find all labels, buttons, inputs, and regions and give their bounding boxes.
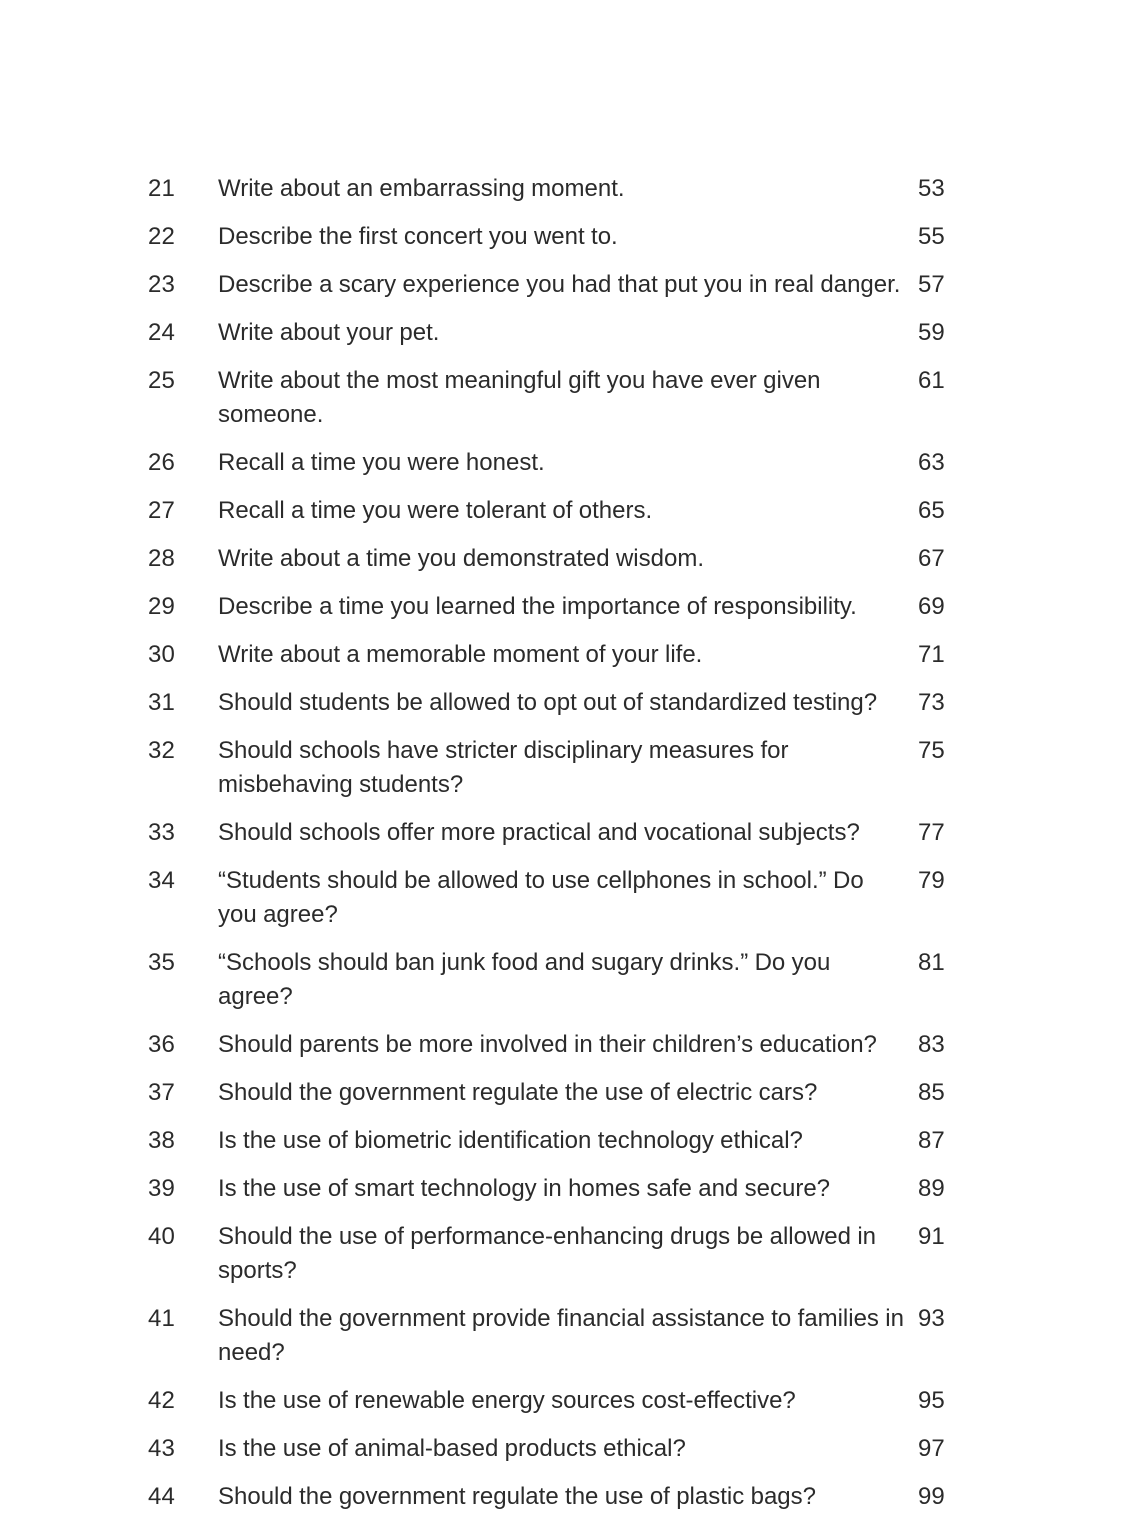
- toc-entry-number: 34: [148, 867, 175, 894]
- toc-entry-page-number: 67: [918, 545, 945, 572]
- toc-entry-number: 29: [148, 593, 175, 620]
- toc-entry-title[interactable]: Should students be allowed to opt out of standardized testing?: [218, 689, 878, 716]
- toc-entry-number: 22: [148, 223, 175, 250]
- toc-entry-title[interactable]: Should parents be more involved in their children’s education?: [218, 1031, 877, 1058]
- toc-entry-title[interactable]: Is the use of animal-based products ethical?: [218, 1435, 686, 1462]
- toc-entry-title[interactable]: Is the use of smart technology in homes safe and secure?: [218, 1175, 831, 1202]
- toc-entry-number: 25: [148, 367, 175, 394]
- toc-entry-page-number: 71: [918, 641, 945, 668]
- table-of-contents-list: [148, 172, 1008, 1528]
- toc-entry-page-number: 89: [918, 1175, 945, 1202]
- toc-entry-title[interactable]: “Schools should ban junk food and sugary drinks.” Do you agree?: [218, 949, 831, 1010]
- toc-entry[interactable]: [148, 268, 1008, 302]
- toc-entry-title[interactable]: Should schools offer more practical and vocational subjects?: [218, 819, 860, 846]
- toc-entry[interactable]: [148, 1220, 1008, 1288]
- toc-entry-title[interactable]: Write about a memorable moment of your life.: [218, 641, 703, 668]
- toc-entry-number: 37: [148, 1079, 175, 1106]
- toc-entry[interactable]: [148, 816, 1008, 850]
- toc-entry-title[interactable]: Should the use of performance-enhancing drugs be allowed in sports?: [218, 1223, 877, 1284]
- toc-entry[interactable]: [148, 316, 1008, 350]
- toc-entry[interactable]: [148, 172, 1008, 206]
- toc-entry-number: 23: [148, 271, 175, 298]
- toc-entry[interactable]: [148, 1384, 1008, 1418]
- toc-entry-title[interactable]: Write about the most meaningful gift you have ever given someone.: [218, 367, 821, 428]
- toc-entry-title[interactable]: “Students should be allowed to use cellphones in school.” Do you agree?: [218, 867, 864, 928]
- toc-entry-number: 32: [148, 737, 175, 764]
- toc-entry-number: 30: [148, 641, 175, 668]
- toc-entry-title[interactable]: Should schools have stricter disciplinary measures for misbehaving students?: [218, 737, 789, 798]
- toc-entry-number: 39: [148, 1175, 175, 1202]
- toc-entry[interactable]: [148, 1124, 1008, 1158]
- toc-entry-title[interactable]: Write about a time you demonstrated wisdom.: [218, 545, 704, 572]
- toc-entry[interactable]: [148, 946, 1008, 1014]
- toc-entry-title[interactable]: Should the government regulate the use of electric cars?: [218, 1079, 818, 1106]
- toc-entry-number: 26: [148, 449, 175, 476]
- toc-entry-page-number: 63: [918, 449, 945, 476]
- toc-entry-number: 42: [148, 1387, 175, 1414]
- toc-entry-page-number: 97: [918, 1435, 945, 1462]
- toc-entry[interactable]: [148, 494, 1008, 528]
- toc-entry-page-number: 99: [918, 1483, 945, 1510]
- toc-entry-number: 33: [148, 819, 175, 846]
- toc-entry-page-number: 91: [918, 1223, 945, 1250]
- toc-entry-number: 35: [148, 949, 175, 976]
- toc-entry[interactable]: [148, 542, 1008, 576]
- toc-entry-title[interactable]: Recall a time you were honest.: [218, 449, 545, 476]
- toc-entry-number: 43: [148, 1435, 175, 1462]
- toc-entry[interactable]: [148, 864, 1008, 932]
- toc-entry-page-number: 65: [918, 497, 945, 524]
- toc-entry-title[interactable]: Should the government regulate the use of plastic bags?: [218, 1483, 816, 1510]
- toc-entry-page-number: 61: [918, 367, 945, 394]
- toc-entry-title[interactable]: Recall a time you were tolerant of others.: [218, 497, 653, 524]
- toc-entry[interactable]: [148, 446, 1008, 480]
- toc-entry-page-number: 95: [918, 1387, 945, 1414]
- toc-entry[interactable]: [148, 364, 1008, 432]
- toc-entry-number: 36: [148, 1031, 175, 1058]
- toc-entry[interactable]: [148, 734, 1008, 802]
- toc-entry-page-number: 85: [918, 1079, 945, 1106]
- toc-entry-title[interactable]: Write about an embarrassing moment.: [218, 175, 625, 202]
- toc-entry-page-number: 59: [918, 319, 945, 346]
- toc-entry-number: 28: [148, 545, 175, 572]
- toc-entry-title[interactable]: Is the use of biometric identification technology ethical?: [218, 1127, 803, 1154]
- toc-entry[interactable]: [148, 1028, 1008, 1062]
- toc-entry-number: 27: [148, 497, 175, 524]
- toc-entry-page-number: 81: [918, 949, 945, 976]
- toc-entry-page-number: 55: [918, 223, 945, 250]
- toc-entry-number: 21: [148, 175, 175, 202]
- toc-entry-page-number: 73: [918, 689, 945, 716]
- toc-entry-page-number: 87: [918, 1127, 945, 1154]
- toc-entry[interactable]: [148, 590, 1008, 624]
- toc-entry-page-number: 93: [918, 1305, 945, 1332]
- toc-entry[interactable]: [148, 1172, 1008, 1206]
- toc-entry-title[interactable]: Should the government provide financial assistance to families in need?: [218, 1305, 904, 1366]
- toc-entry-title[interactable]: Write about your pet.: [218, 319, 440, 346]
- toc-entry[interactable]: [148, 1432, 1008, 1466]
- toc-entry[interactable]: [148, 1076, 1008, 1110]
- toc-entry-title[interactable]: Is the use of renewable energy sources cost-effective?: [218, 1387, 796, 1414]
- toc-entry-page-number: 83: [918, 1031, 945, 1058]
- toc-entry[interactable]: [148, 1480, 1008, 1514]
- toc-entry-page-number: 53: [918, 175, 945, 202]
- toc-entry[interactable]: [148, 220, 1008, 254]
- toc-entry-number: 44: [148, 1483, 175, 1510]
- toc-entry-number: 31: [148, 689, 175, 716]
- toc-entry-number: 24: [148, 319, 175, 346]
- toc-entry[interactable]: [148, 638, 1008, 672]
- toc-entry-number: 41: [148, 1305, 175, 1332]
- toc-entry-number: 40: [148, 1223, 175, 1250]
- toc-entry-title[interactable]: Describe a time you learned the importance of responsibility.: [218, 593, 857, 620]
- toc-entry-page-number: 75: [918, 737, 945, 764]
- toc-entry-page-number: 79: [918, 867, 945, 894]
- toc-entry-page-number: 57: [918, 271, 945, 298]
- toc-entry-number: 38: [148, 1127, 175, 1154]
- toc-entry-title[interactable]: Describe the first concert you went to.: [218, 223, 618, 250]
- toc-entry[interactable]: [148, 686, 1008, 720]
- toc-entry[interactable]: [148, 1302, 1008, 1370]
- toc-entry-page-number: 69: [918, 593, 945, 620]
- toc-entry-page-number: 77: [918, 819, 945, 846]
- toc-entry-title[interactable]: Describe a scary experience you had that put you in real danger.: [218, 271, 901, 298]
